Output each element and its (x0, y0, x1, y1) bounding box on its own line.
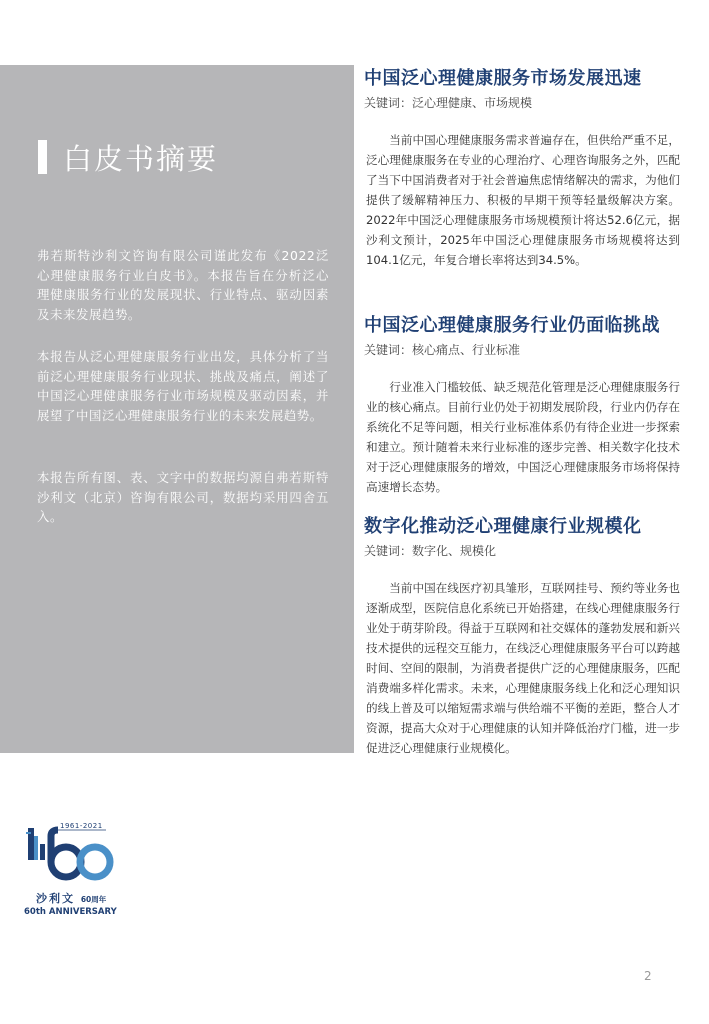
anniversary-logo (26, 822, 126, 922)
section-keywords: 关键词：数字化、规模化 (364, 544, 497, 558)
section-market-growth (364, 66, 680, 270)
intro-paragraph: 本报告从泛心理健康服务行业出发，具体分析了当前泛心理健康服务行业现状、挑战及痛点，阐述了中国泛心理健康服务行业市场规模及驱动因素，并展望了中国泛心理健康服务行业的未来发展趋势。 (37, 349, 329, 423)
logo-chinese-name: 沙利文 60周年 (36, 892, 107, 905)
section-keywords: 关键词：泛心理健康、市场规模 (364, 96, 533, 110)
summary-heading (38, 135, 218, 179)
summary-title: 白皮书摘要 (63, 141, 219, 176)
section-title: 中国泛心理健康服务行业仍面临挑战 (364, 315, 660, 336)
section-challenges (364, 313, 680, 497)
section-title: 中国泛心理健康服务市场发展迅速 (364, 68, 642, 89)
section-body: 当前中国在线医疗初具雏形，互联网挂号、预约等业务也逐渐成型，医院信息化系统已开始搭建，在线心理健康服务行业处于萌芽阶段。得益于互联网和社交媒体的蓬勃发展和新兴技术提供的远程交互能力，在线泛心理健康服务平台可以跨越时间、空间的限制，为消费者提供广泛的心理健康服务，匹配消费端多样化需求。未来，心理健康服务线上化和泛心理知识的线上普及可以缩短需求端与供给端不平衡的差距，整合人才资源，提高大众对于心理健康的认知并降低治疗门槛，进一步促进泛心理健康行业规模化。 (366, 581, 680, 755)
intro-paragraph: 本报告所有图、表、文字中的数据均源自弗若斯特沙利文（北京）咨询有限公司，数据均采用四舍五入。 (37, 470, 329, 524)
logo-years: 1961-2021 (60, 822, 103, 830)
section-title: 数字化推动泛心理健康行业规模化 (364, 516, 642, 537)
section-body: 行业准入门槛较低、缺乏规范化管理是泛心理健康服务行业的核心痛点。目前行业仍处于初期发展阶段，行业内仍存在系统化不足等问题，相关行业标准体系仍有待企业进一步探索和建立。预计随着未来行业标准的逐步完善、相关数字化技术对于泛心理健康服务的增效，中国泛心理健康服务市场将保持高速增长态势。 (366, 380, 680, 494)
intro-paragraph: 弗若斯特沙利文咨询有限公司谨此发布《2022泛心理健康服务行业白皮书》。本报告旨在分析泛心理健康服务行业的发展现状、行业特点、驱动因素及未来发展趋势。 (37, 248, 329, 322)
heading-bar (38, 140, 47, 174)
logo-english-tagline: 60th ANNIVERSARY (24, 907, 117, 917)
section-keywords: 关键词：核心痛点、行业标准 (364, 343, 521, 357)
section-body: 当前中国心理健康服务需求普遍存在，但供给严重不足，泛心理健康服务在专业的心理治疗、心理咨询服务之外，匹配了当下中国消费者对于社会普遍焦虑情绪解决的需求，为他们提供了缓解精神压力、积极的早期干预等轻量级解决方案。2022年中国泛心理健康服务市场规模预计将达52.6亿元，据沙利文预计，2025年中国泛心理健康服务市场规模将达到104.1亿元，年复合增长率将达到34.5%。 (366, 133, 680, 267)
section-digitalization (364, 514, 680, 758)
page-number: 2 (644, 969, 652, 983)
anniversary-60-graphic-icon (26, 822, 126, 886)
